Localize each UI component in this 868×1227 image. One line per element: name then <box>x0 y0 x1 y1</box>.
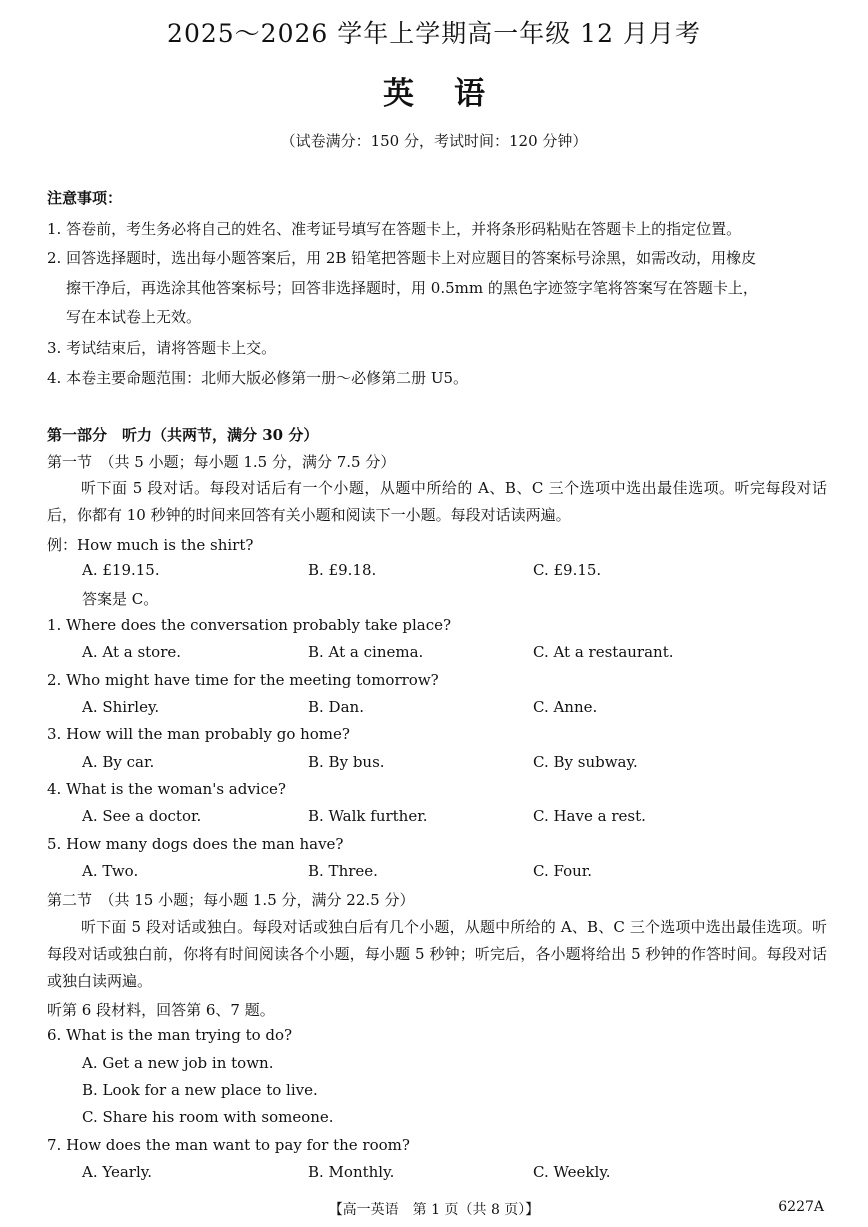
subject-title: 英语 <box>383 76 525 112</box>
question-5: 5. How many dogs does the man have? <box>47 835 344 853</box>
question-6: 6. What is the man trying to do? <box>47 1026 293 1044</box>
option-c: C. By subway. <box>533 753 638 771</box>
exam-title: 2025～2026 学年上学期高一年级 12 月月考 <box>167 19 701 48</box>
example-answer: 答案是 C。 <box>82 590 159 608</box>
option-c: C. At a restaurant. <box>533 643 674 661</box>
notice-item: 写在本试卷上无效。 <box>66 308 202 326</box>
option-c: C. £9.15. <box>533 561 602 579</box>
option-b: B. By bus. <box>308 753 385 771</box>
notice-item: 3. 考试结束后，请将答题卡上交。 <box>47 339 277 357</box>
section1-instructions: 听下面 5 段对话。每段对话后有一个小题，从题中所给的 A、B、C 三个选项中选出最佳选项。听完每段对话后，你都有 10 秒钟的时间来回答有关小题和阅读下一小题。每段对话读两遍。 <box>47 479 827 524</box>
notice-item: 4. 本卷主要命题范围：北师大版必修第一册～必修第二册 U5。 <box>47 369 469 387</box>
notice-heading: 注意事项： <box>47 189 123 207</box>
option-a: A. Get a new job in town. <box>82 1054 274 1072</box>
question-7: 7. How does the man want to pay for the room? <box>47 1136 410 1154</box>
notice-item: 1. 答卷前，考生务必将自己的姓名、准考证号填写在答题卡上，并将条形码粘贴在答题卡上的指定位置。 <box>47 220 742 238</box>
section2-heading: 第二节 （共 15 小题；每小题 1.5 分，满分 22.5 分） <box>47 891 415 909</box>
option-b: B. At a cinema. <box>308 643 424 661</box>
example-question: 例：How much is the shirt? <box>47 536 254 554</box>
option-c: C. Anne. <box>533 698 598 716</box>
option-c: C. Four. <box>533 862 593 880</box>
part1-heading: 第一部分 听力（共两节，满分 30 分） <box>47 426 319 444</box>
question-4: 4. What is the woman's advice? <box>47 780 286 798</box>
question-1: 1. Where does the conversation probably take place? <box>47 616 452 634</box>
option-a: A. Two. <box>82 862 139 880</box>
option-c: C. Have a rest. <box>533 807 646 825</box>
material-note: 听第 6 段材料，回答第 6、7 题。 <box>47 1001 275 1019</box>
page-footer: 【高一英语 第 1 页（共 8 页）】 <box>328 1202 540 1218</box>
option-a: A. At a store. <box>82 643 182 661</box>
option-b: B. Look for a new place to live. <box>82 1081 318 1099</box>
option-b: B. Monthly. <box>308 1163 395 1181</box>
notice-item: 2. 回答选择题时，选出每小题答案后，用 2B 铅笔把答题卡上对应题目的答案标号涂黑，如需改动，用橡皮 <box>47 249 757 267</box>
option-c: C. Weekly. <box>533 1163 611 1181</box>
option-b: B. £9.18. <box>308 561 377 579</box>
section2-instructions: 听下面 5 段对话或独白。每段对话或独白后有几个小题，从题中所给的 A、B、C 三个选项中选出最佳选项。听每段对话或独白前，你将有时间阅读各个小题，每小题 5 秒钟；听完后，各小题将给出 5 秒钟的作答时间。每段对话或独白读两遍。 <box>47 918 827 990</box>
section1-heading: 第一节 （共 5 小题；每小题 1.5 分，满分 7.5 分） <box>47 453 396 471</box>
option-b: B. Walk further. <box>308 807 428 825</box>
option-a: A. See a doctor. <box>82 807 202 825</box>
option-b: B. Dan. <box>308 698 364 716</box>
option-c: C. Share his room with someone. <box>82 1108 334 1126</box>
paper-code: 6227A <box>778 1199 824 1215</box>
exam-info: （试卷满分：150 分，考试时间：120 分钟） <box>280 132 588 150</box>
question-3: 3. How will the man probably go home? <box>47 725 350 743</box>
option-a: A. £19.15. <box>82 561 160 579</box>
option-b: B. Three. <box>308 862 378 880</box>
option-a: A. By car. <box>82 753 155 771</box>
notice-item: 擦干净后，再选涂其他答案标号；回答非选择题时，用 0.5mm 的黑色字迹签字笔将答案写在答题卡上， <box>66 279 758 297</box>
option-a: A. Yearly. <box>82 1163 153 1181</box>
question-2: 2. Who might have time for the meeting tomorrow? <box>47 671 439 689</box>
option-a: A. Shirley. <box>82 698 160 716</box>
